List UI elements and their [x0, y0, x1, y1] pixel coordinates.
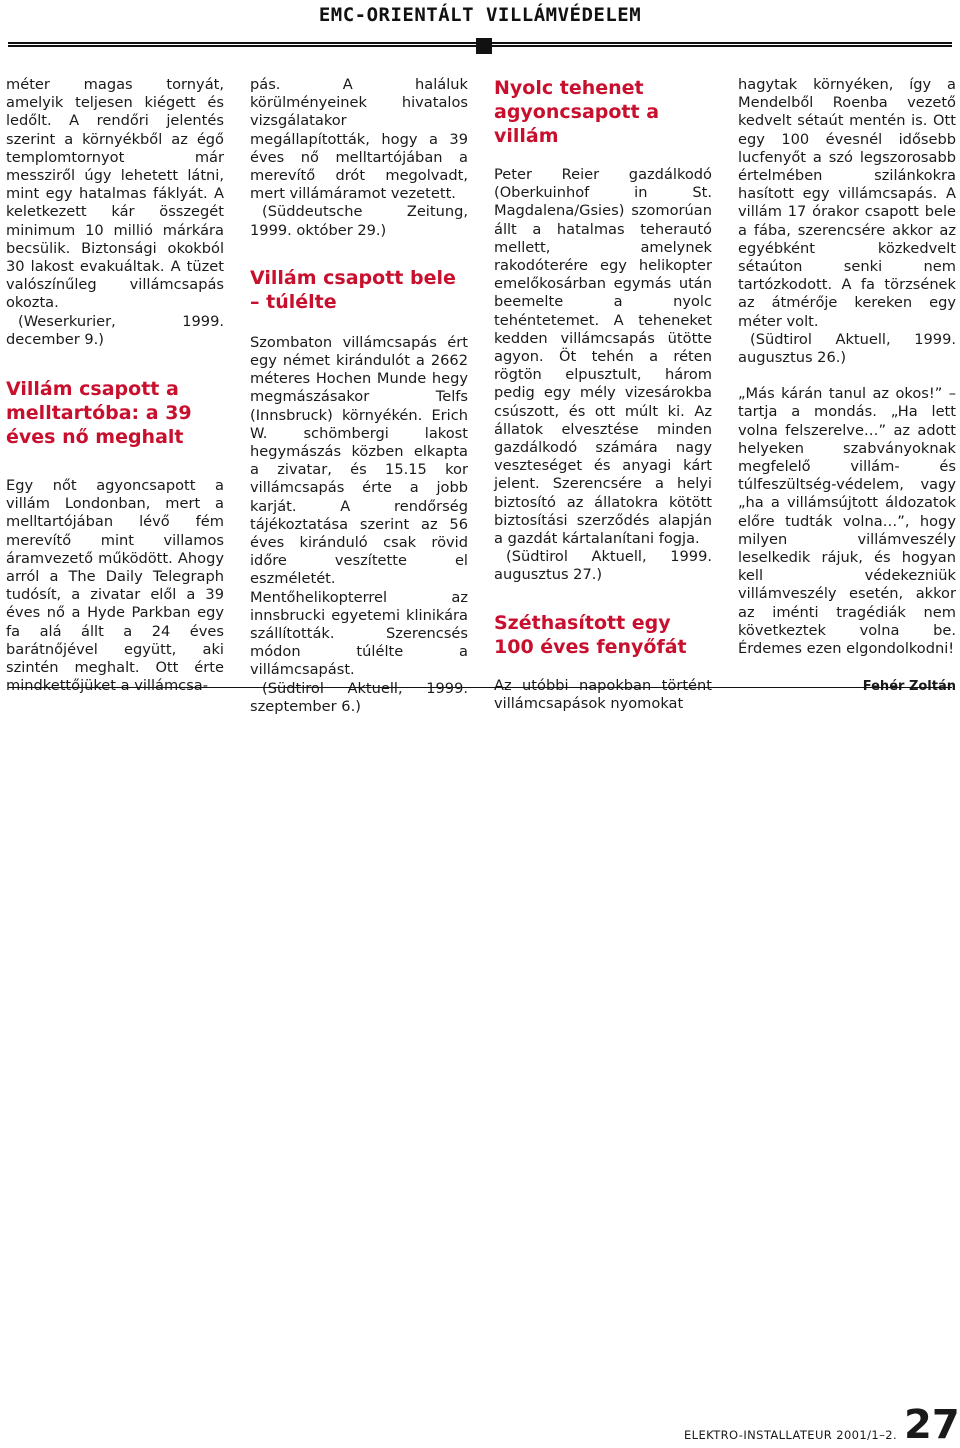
- article-continuation-text: méter magas tornyát, amelyik teljesen kiégett és ledőlt. A rendőri jelentés szerint a környékből az égő templomtornyot már messziről úgy lehetett látni, mint egy hatalmas fáklyát. A keletkezett kár összegét minimum 10 millió márkára becsülik. Biztonsági okokból 30 lakost evakuáltak. A tüzet valószínűleg villámcsapás okozta.: [6, 76, 224, 312]
- header-square-marker: [476, 38, 492, 54]
- closing-paragraph: „Más kárán tanul az okos!” – tartja a mondás. „Ha lett volna felszerelve…” az adott helyeken szabványoknak megfelelő villám- és túlfeszültség-védelem, vagy „ha a villámsújtott áldozatok előre tudták volna…”, hogy milyen villámveszély leselkedik rájuk, és hogyan kell védekezniük villámveszély esetén, akkor az iménti tragédiák nem következtek volna be. Érdemes ezen elgondolkodni!: [738, 385, 956, 658]
- column-4: [738, 76, 956, 697]
- article-source: (Südtirol Aktuell, 1999. szeptember 6.): [250, 679, 468, 715]
- content-bottom-rule: [8, 687, 952, 688]
- article-source: (Südtirol Aktuell, 1999. augusztus 27.): [494, 548, 712, 584]
- article-source: (Südtirol Aktuell, 1999. augusztus 26.): [738, 330, 956, 367]
- article-source: (Süddeutsche Zeitung, 1999. október 29.): [250, 203, 468, 239]
- author-name: Fehér Zoltán: [862, 679, 956, 695]
- journal-name: ELEKTRO-INSTALLATEUR 2001/1–2.: [684, 1428, 898, 1442]
- article-heading-cows: Nyolc tehenet agyoncsapott a villám: [494, 77, 660, 147]
- column-3: [494, 76, 712, 713]
- article-heading-tree: Széthasított egy 100 éves fenyőfát: [494, 611, 687, 658]
- column-2: [250, 76, 468, 716]
- article-heading-bra: Villám csapott a melltartóba: a 39 éves nő meghalt: [6, 378, 192, 449]
- column-1: [6, 76, 224, 695]
- article-body-tree: Az utóbbi napokban történt villámcsapások nyomokat: [494, 676, 712, 712]
- article-source: (Weserkurier, 1999. december 9.): [6, 312, 224, 348]
- page-number: 27: [904, 1402, 960, 1448]
- article-continuation-text: hagytak környéken, így a Mendelből Roenba vezető kedvelt sétaút mentén is. Ott egy 100 évesnél idősebb lucfenyőt a szó legszorosabb értelmében szilánkokra hasított egy villámcsapás. A villám 17 órakor csapott bele a fába, szerencsére akkor az egyébként közkedvelt sétaúton senki nem tartózkodott. A fa törzsének az átmérője kereken egy méter volt.: [738, 76, 956, 330]
- article-heading-survivor: Villám csapott bele – túlélte: [250, 266, 456, 313]
- article-body-survivor: Szombaton villámcsapás ért egy német kirándulót a 2662 méteres Hochen Munde hegy megmászásakor Telfs (Innsbruck) környékén. Erich W. schömbergi lakost hegymászás közben elkapta a zivatar, és 15.15 kor villámcsapás érte a jobb karját. A rendőrség tájékoztatása szerint az 56 éves kiránduló csak rövid időre veszítette el eszméletét. Mentőhelikopterrel az innsbrucki egyetemi klinikára szállították. Szerencsés módon túlélte a villámcsapást.: [250, 333, 468, 679]
- article-body-bra: Egy nőt agyoncsapott a villám Londonban, mert a melltartójában lévő fém merevítő mint villamos áramvezető működött. Ahogy arról a The Daily Telegraph tudósít, a zivatar elől a 39 éves nő a Hyde Parkban egy fa alá állt a 24 éves barátnőjével együtt, aki szintén meghalt. Ott érte mindkettőjüket a villámcsa-: [6, 477, 224, 695]
- article-body-cows: Peter Reier gazdálkodó (Oberkuinhof in St. Magdalena/Gsies) szomorúan állt a hatalmas teherautó mellett, amelynek rakodóterére egy helikopter emelőkosárban egymás után beemelte a nyolc tehéntetemet. A teheneket kedden villámcsapás ütötte agyon. Öt tehén a réten rögtön elpusztult, három pedig egy mély vizesárokba csúszott, és ott múlt ki. Az állatok elvesztése minden gazdálkodó számára nagy veszteséget és anyagi kárt jelent. Szerencsére a helyi biztosító az állatokra kötött biztosítási szerződés alapján a gazdát kártalanítani fogja.: [494, 166, 712, 548]
- page-header-title: EMC-ORIENTÁLT VILLÁMVÉDELEM: [318, 4, 642, 26]
- article-continuation-text: pás. A haláluk körülményeinek hivatalos vizsgálatakor megállapították, hogy a 39 éves nő melltartójában a merevítő drót megolvadt, mert villámáramot vezetett.: [250, 76, 468, 203]
